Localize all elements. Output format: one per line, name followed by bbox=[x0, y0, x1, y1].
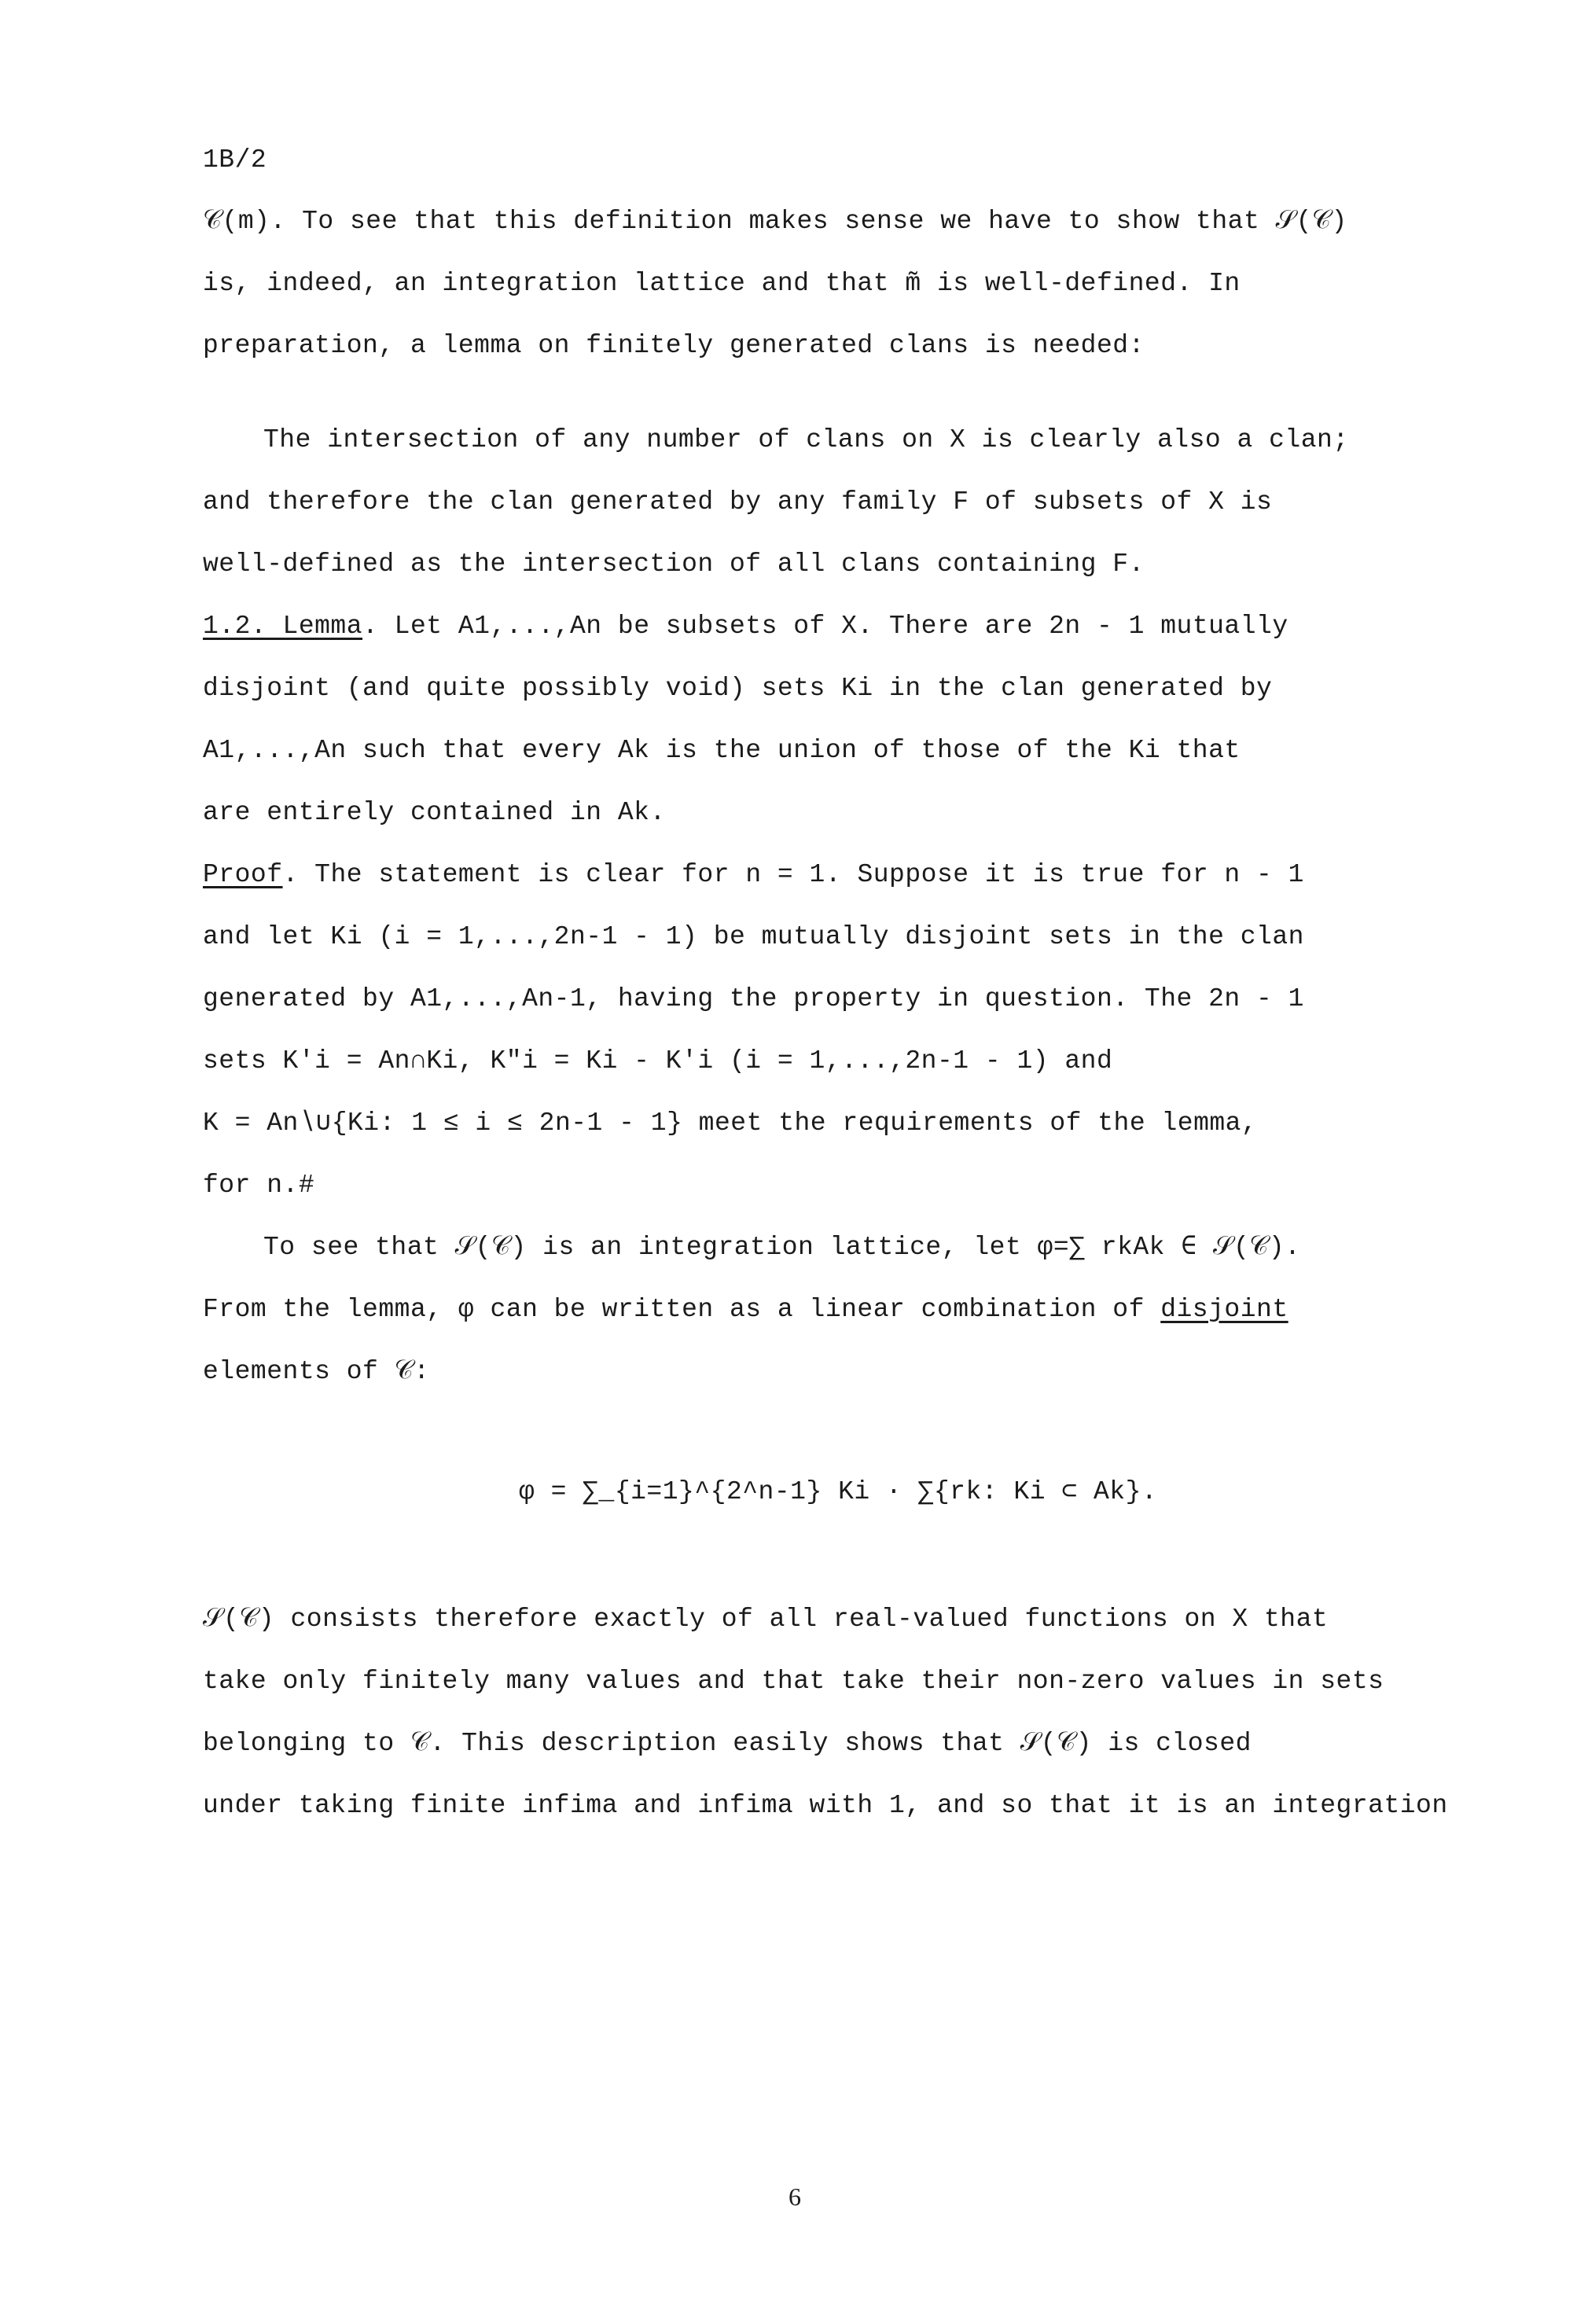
lemma-heading: 1.2. Lemma bbox=[203, 612, 363, 641]
proof-heading: Proof bbox=[203, 860, 283, 889]
paragraph-line: belonging to 𝒞. This description easily shows that 𝒮(𝒞) is closed bbox=[203, 1729, 1252, 1758]
paragraph-line: and therefore the clan generated by any family F of subsets of X is bbox=[203, 487, 1273, 517]
paragraph-line: take only finitely many values and that take their non-zero values in sets bbox=[203, 1667, 1384, 1696]
paragraph-line: K = An∖∪{Ki: 1 ≤ i ≤ 2n-1 - 1} meet the requirements of the lemma, bbox=[203, 1109, 1258, 1138]
paragraph-line: To see that 𝒮(𝒞) is an integration lattice, let φ=∑ rkAk ∈ 𝒮(𝒞). bbox=[263, 1233, 1301, 1262]
paragraph-line: well-defined as the intersection of all clans containing F. bbox=[203, 550, 1145, 579]
paragraph-line: 𝒞(m). To see that this definition makes sense we have to show that 𝒮(𝒞) bbox=[203, 207, 1347, 236]
paragraph-line: under taking finite infima and infima with 1, and so that it is an integration bbox=[203, 1791, 1448, 1820]
paragraph-line: elements of 𝒞: bbox=[203, 1357, 430, 1386]
paragraph-line: preparation, a lemma on finitely generated clans is needed: bbox=[203, 331, 1145, 360]
lemma-line bbox=[203, 611, 1288, 642]
emphasis-disjoint: disjoint bbox=[1160, 1295, 1288, 1324]
lemma-text: . Let A1,...,An be subsets of X. There are 2n - 1 mutually bbox=[362, 612, 1288, 641]
display-formula: φ = ∑_{i=1}^{2^n-1} Ki · ∑{rk: Ki ⊂ Ak}. bbox=[519, 1477, 1158, 1506]
proof-line bbox=[203, 859, 1304, 891]
paragraph-line: The intersection of any number of clans on X is clearly also a clan; bbox=[263, 425, 1349, 454]
page-header-label: 1B/2 bbox=[203, 145, 267, 175]
paragraph-line: for n.# bbox=[203, 1171, 315, 1200]
paragraph-line: A1,...,An such that every Ak is the union of those of the Ki that bbox=[203, 736, 1241, 765]
proof-text: . The statement is clear for n = 1. Suppose it is true for n - 1 bbox=[282, 860, 1304, 889]
paragraph-line: and let Ki (i = 1,...,2n-1 - 1) be mutually disjoint sets in the clan bbox=[203, 922, 1304, 951]
page-number: 6 bbox=[788, 2182, 802, 2211]
paragraph-line: disjoint (and quite possibly void) sets Ki in the clan generated by bbox=[203, 674, 1273, 703]
paragraph-line: sets K'i = An∩Ki, K"i = Ki - K'i (i = 1,...,2n-1 - 1) and bbox=[203, 1046, 1113, 1076]
paragraph-line: generated by A1,...,An-1, having the property in question. The 2n - 1 bbox=[203, 984, 1304, 1013]
paragraph-line: 𝒮(𝒞) consists therefore exactly of all real-valued functions on X that bbox=[203, 1605, 1329, 1634]
paragraph-text: From the lemma, φ can be written as a linear combination of bbox=[203, 1295, 1161, 1324]
paragraph-line: is, indeed, an integration lattice and that m̃ is well-defined. In bbox=[203, 269, 1241, 298]
paragraph-line bbox=[203, 1294, 1288, 1326]
paragraph-line: are entirely contained in Ak. bbox=[203, 798, 666, 827]
